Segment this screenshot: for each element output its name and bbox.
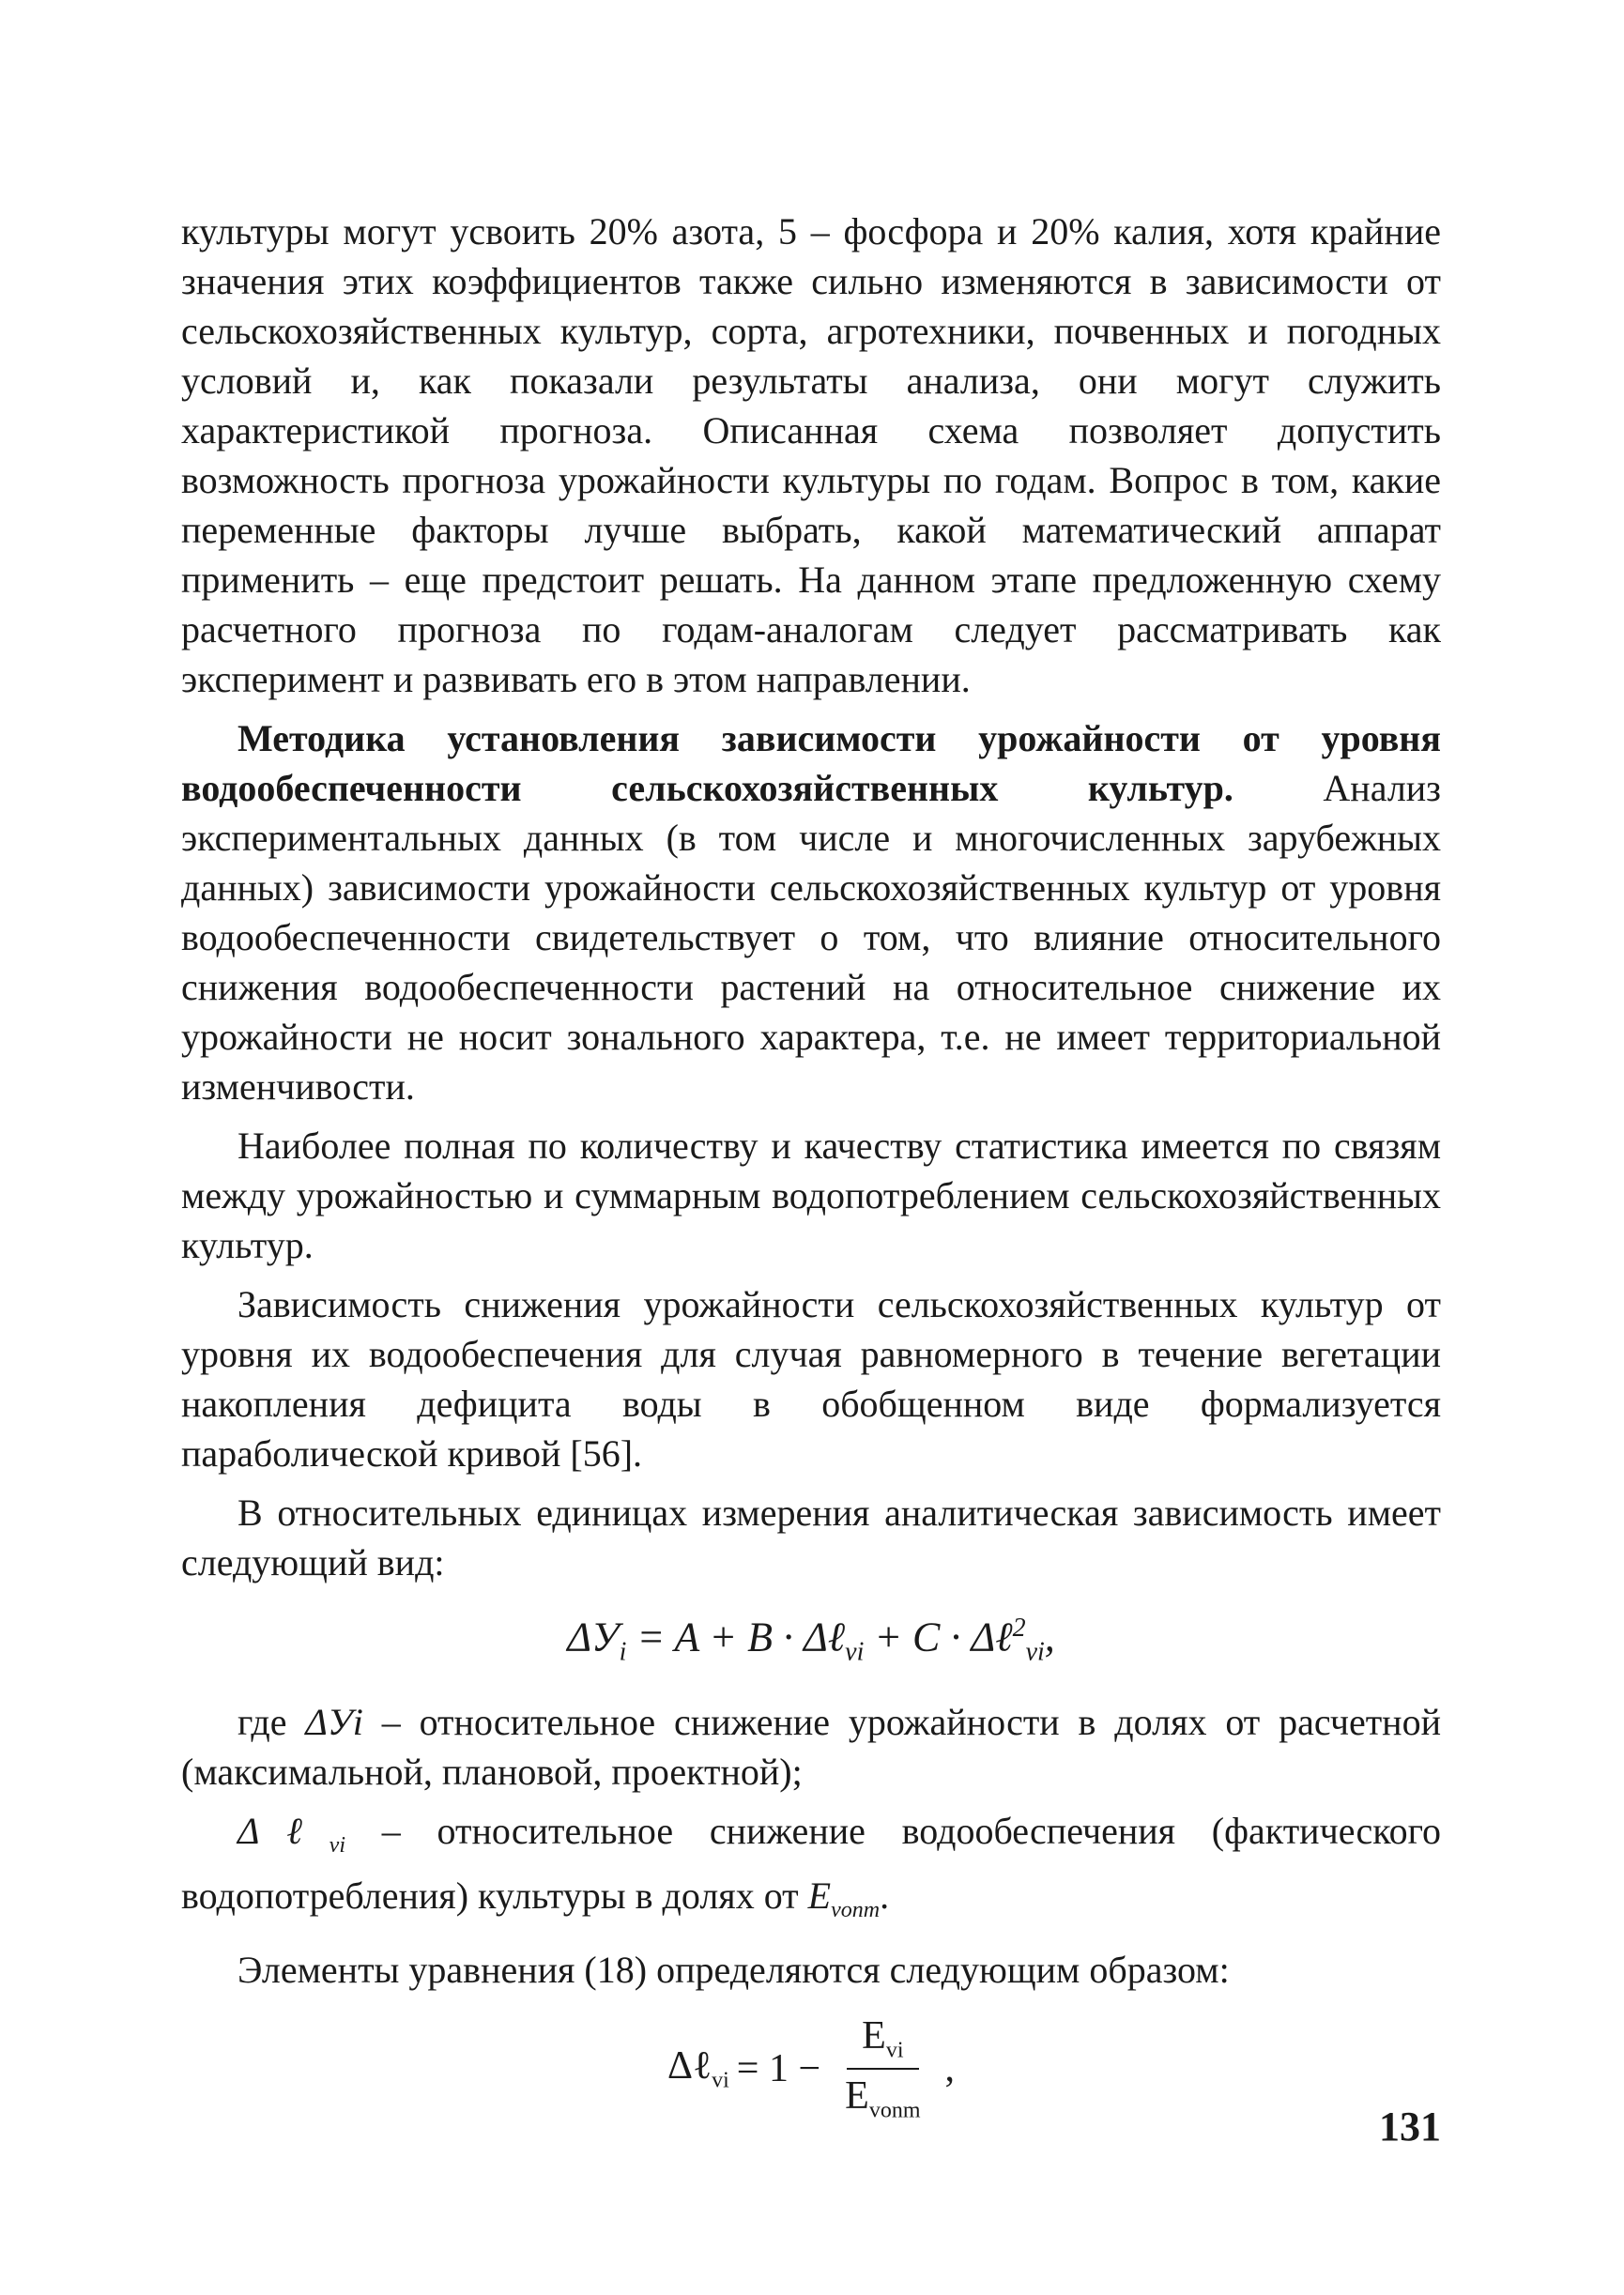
formula-delta-l bbox=[181, 2013, 1441, 2123]
formula-lhs: ΔУ bbox=[567, 1614, 620, 1660]
formula-sup2: 2 bbox=[1012, 1614, 1026, 1643]
paragraph-8: Элементы уравнения (18) определяются следующим образом: bbox=[237, 1949, 1230, 1992]
fraction-denominator bbox=[830, 2070, 935, 2123]
formula-18 bbox=[181, 1600, 1441, 1680]
paragraph-2-text: Анализ экспериментальных данных (в том числе и многочисленных зарубежных данных) зависимости урожайности сельскохозяйственных культур от уровня водообеспеченности свидетельствует о том, что влияние относительного снижения водообеспеченности растений на относительное снижение их урожайности не носит зонального характера, т.е. не имеет территориальной изменчивости. bbox=[181, 767, 1441, 1108]
formula2-end: , bbox=[944, 2046, 955, 2090]
formula-sub2: vi bbox=[1025, 1637, 1045, 1667]
fraction-numerator bbox=[847, 2013, 918, 2069]
symbol-delta-l: Δℓ bbox=[237, 1810, 329, 1853]
where-word: где bbox=[237, 1701, 306, 1744]
formula2-lhs bbox=[667, 2043, 729, 2093]
formula2-eq: = 1 − bbox=[736, 2046, 821, 2090]
paragraph-4: Зависимость снижения урожайности сельскохозяйственных культур от уровня их водообеспечения для случая равномерного в течение вегетации накопления дефицита воды в обобщенном виде формализуется параболической кривой [56]. bbox=[181, 1283, 1441, 1475]
formula-mid: + C · Δℓ bbox=[864, 1614, 1013, 1660]
symbol-e: E bbox=[807, 1874, 832, 1918]
formula2-lhs-sub: vi bbox=[712, 2068, 729, 2093]
denominator-symbol: E bbox=[845, 2073, 869, 2118]
numerator-sub: vi bbox=[885, 2038, 904, 2063]
fraction bbox=[830, 2013, 935, 2123]
paragraph-1: культуры могут усвоить 20% азота, 5 – фосфора и 20% калия, хотя крайние значения этих коэффициентов также сильно изменяются в зависимости от сельскохозяйственных культур, сорта, агротехники, почвенных и погодных условий и, как показали результаты анализа, они могут служить характеристикой прогноза. Описанная схема позволяет допустить возможность прогноза урожайности культуры по годам. Вопрос в том, какие переменные факторы лучше выбрать, какой математический аппарат применить – еще предстоит решать. На данном этапе предложенную схему расчетного прогноза по годам-аналогам следует рассматривать как эксперимент и развивать его в этом направлении. bbox=[181, 210, 1441, 700]
paragraph-5: В относительных единицах измерения аналитическая зависимость имеет следующий вид: bbox=[181, 1492, 1441, 1584]
numerator-symbol: E bbox=[862, 2014, 886, 2058]
paragraph-7-end: . bbox=[880, 1874, 890, 1918]
denominator-sub: vonm bbox=[868, 2098, 921, 2123]
formula-sub1: vi bbox=[845, 1637, 865, 1667]
formula-eq: = A + B · Δℓ bbox=[626, 1614, 846, 1660]
formula-lhs-sub: i bbox=[619, 1637, 627, 1667]
paragraph-6 bbox=[181, 1697, 1441, 1797]
formula-end: , bbox=[1044, 1614, 1055, 1660]
paragraph-2 bbox=[181, 713, 1441, 1111]
symbol-delta-l-sub: vi bbox=[329, 1833, 345, 1859]
paragraph-7 bbox=[181, 1806, 1441, 1935]
paragraph-7-text: – относительное снижение водообеспечения (фактического водопотребления) культуры в долях от bbox=[181, 1810, 1442, 1918]
symbol-delta-y: ΔУi bbox=[305, 1701, 363, 1744]
paragraph-6-text: – относительное снижение урожайности в долях от расчетной (максимальной, плановой, проектной); bbox=[181, 1701, 1441, 1794]
page-number: 131 bbox=[1379, 2104, 1441, 2150]
page-content bbox=[181, 207, 1441, 2123]
paragraph-3: Наиболее полная по количеству и качеству статистика имеется по связям между урожайностью и суммарным водопотреблением сельскохозяйственных культур. bbox=[181, 1125, 1441, 1266]
formula2-lhs-symbol: Δℓ bbox=[666, 2044, 712, 2088]
section-heading: Методика установления зависимости урожайности от уровня водообеспеченности сельскохозяйственных культур. bbox=[181, 717, 1441, 809]
symbol-e-sub: vonm bbox=[831, 1898, 881, 1923]
